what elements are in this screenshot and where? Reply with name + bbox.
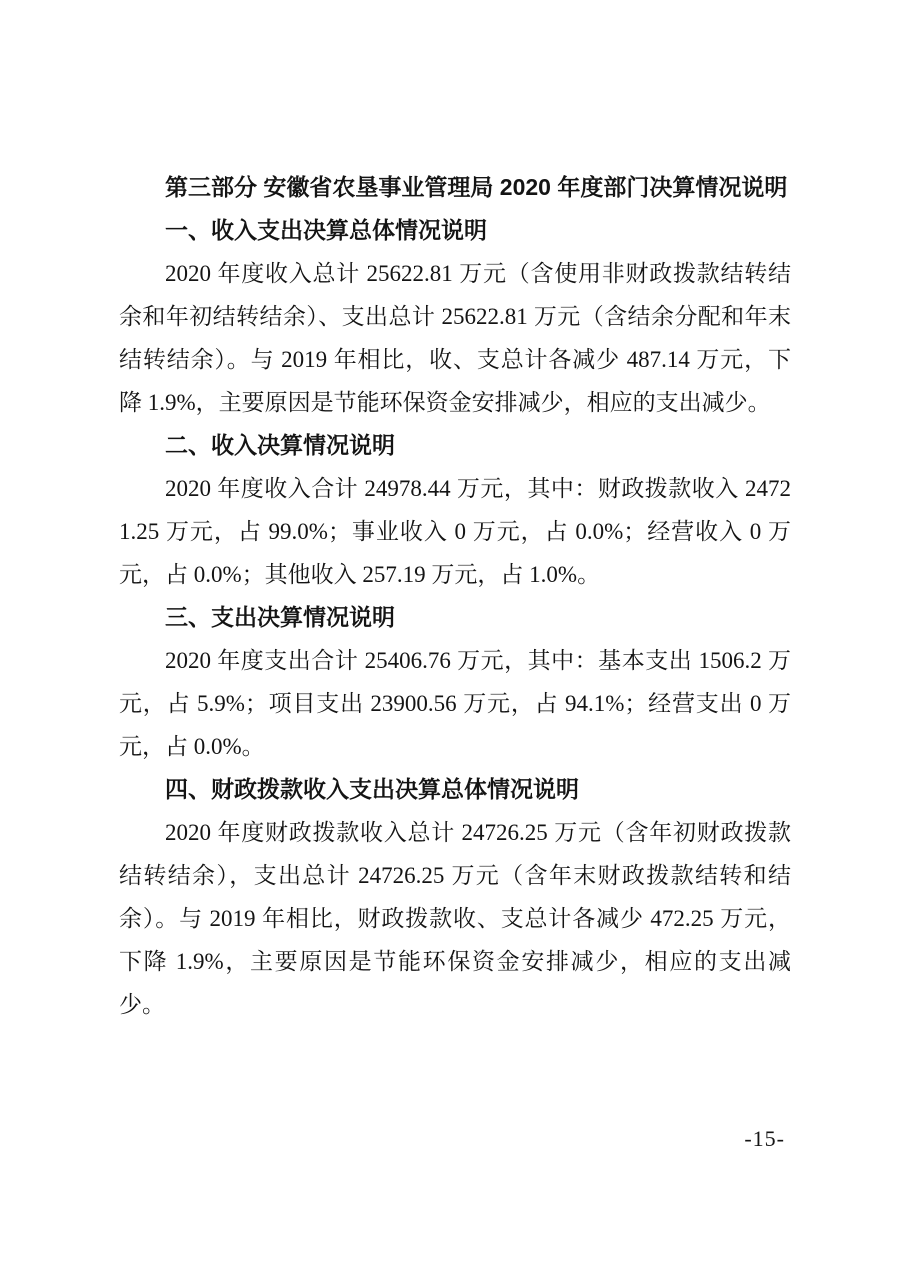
document-title: 第三部分 安徽省农垦事业管理局 2020 年度部门决算情况说明 [165, 174, 788, 200]
document-body [119, 166, 791, 1026]
page-number: -15- [744, 1126, 785, 1151]
paragraph-text: 2020 年度财政拨款收入总计 24726.25 万元（含年初财政拨款结转结余），支出总计 24726.25 万元（含年末财政拨款结转和结余）。与 2019 年相比，财政拨款收、支总计各减少 472.25 万元，下降 1.9%，主要原因是节能环保资金安排减少，相应的支出减少。 [119, 820, 791, 1017]
paragraph-text: 2020 年度收入总计 25622.81 万元（含使用非财政拨款结转结余和年初结转结余）、支出总计 25622.81 万元（含结余分配和年末结转结余）。与 2019 年相比，收、支总计各减少 487.14 万元，下降 1.9%，主要原因是节能环保资金安排减少，相应的支出减少。 [119, 261, 792, 415]
section-heading: 二、收入决算情况说明 [165, 432, 395, 458]
paragraph-text: 2020 年度支出合计 25406.76 万元，其中：基本支出 1506.2 万元，占 5.9%；项目支出 23900.56 万元，占 94.1%；经营支出 0 万元，占 0.0%。 [119, 648, 791, 759]
section-heading: 三、支出决算情况说明 [165, 604, 395, 630]
section-heading: 一、收入支出决算总体情况说明 [165, 217, 487, 243]
paragraph-text: 2020 年度收入合计 24978.44 万元，其中：财政拨款收入 24721.25 万元，占 99.0%；事业收入 0 万元，占 0.0%；经营收入 0 万元，占 0.0%；其他收入 257.19 万元，占 1.0%。 [119, 476, 791, 587]
section-heading: 四、财政拨款收入支出决算总体情况说明 [165, 776, 579, 802]
